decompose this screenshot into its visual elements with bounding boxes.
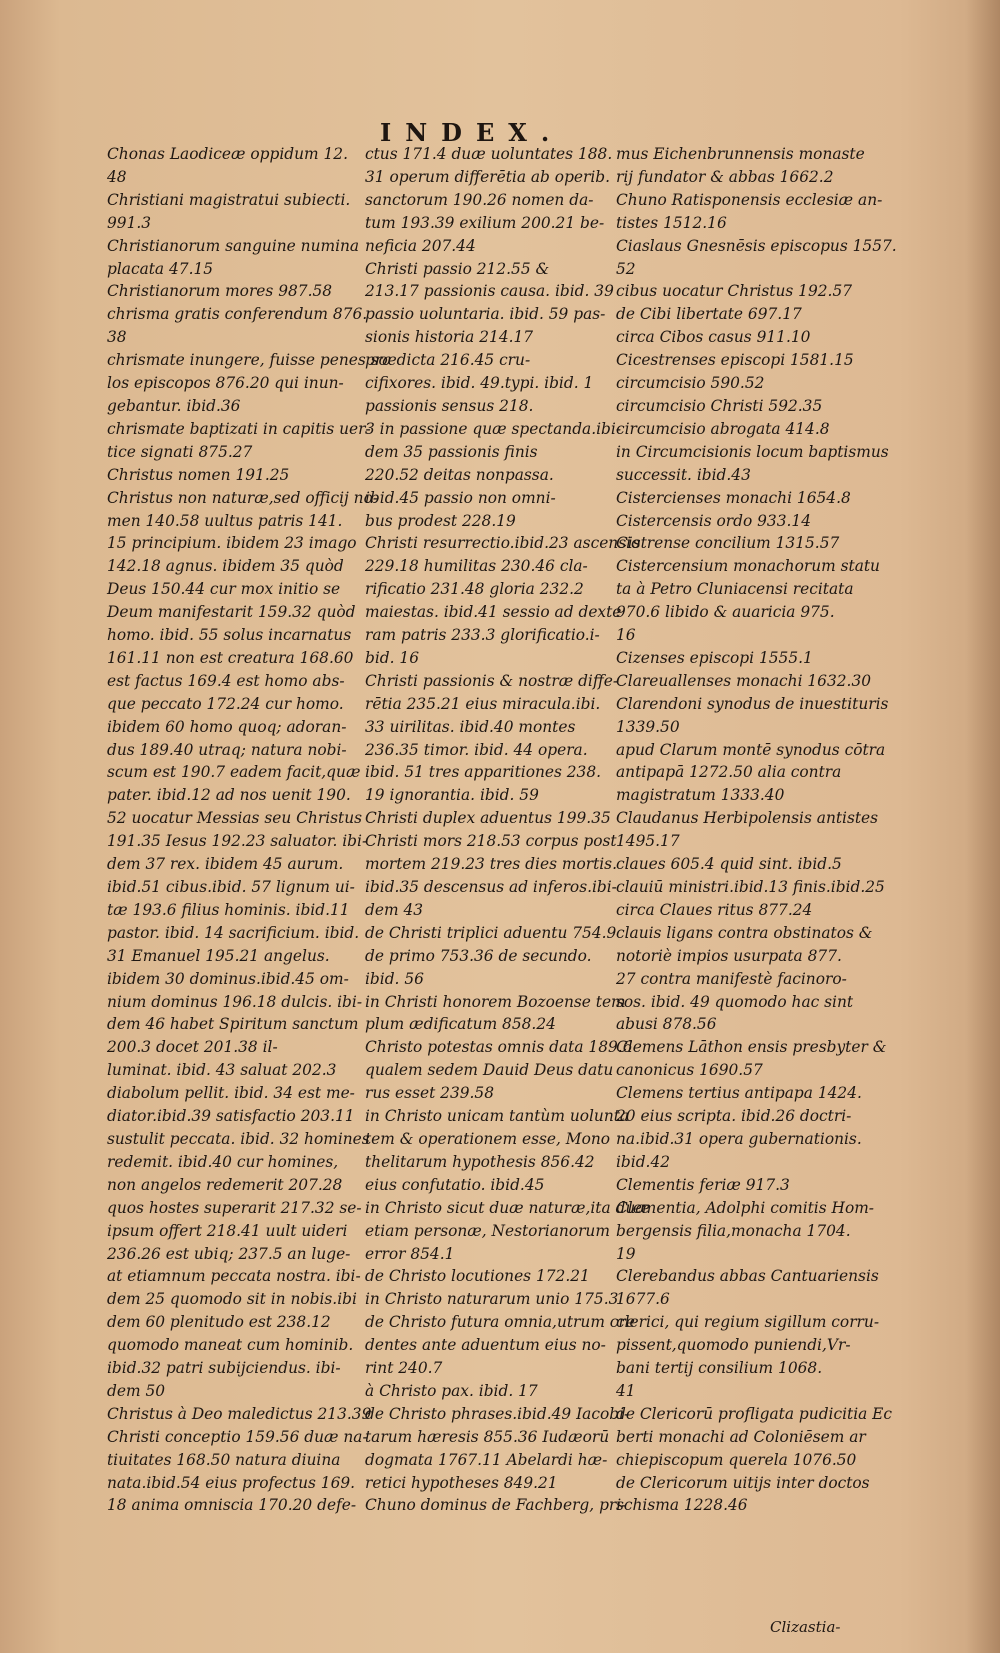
- index-entry-line: pissent,quomodo puniendi,Vr-: [616, 1336, 851, 1355]
- index-entry-line: rij fundator & abbas 1662.2: [616, 167, 834, 186]
- index-entry-line: bid. 16: [365, 648, 419, 667]
- index-entry-line: 991.3: [107, 213, 152, 232]
- index-entry-line: dem 43: [365, 900, 424, 919]
- index-entry-line: quomodo maneat cum hominib.: [107, 1336, 354, 1355]
- index-entry-line: etiam personæ, Nestorianorum: [365, 1221, 610, 1240]
- index-entry-line: dem 25 quomodo sit in nobis.ibi: [107, 1290, 357, 1309]
- index-entry-line: sustulit peccata. ibid. 32 homines: [107, 1129, 370, 1148]
- index-entry-line: 229.18 humilitas 230.46 cla-: [365, 557, 588, 576]
- index-entry-line: ibid.42: [616, 1152, 671, 1171]
- index-entry-line: tistes 1512.16: [616, 213, 727, 232]
- index-entry-line: apud Clarum montē synodus cōtra: [616, 740, 886, 759]
- index-entry-line: 18 anima omniscia 170.20 defe-: [107, 1496, 357, 1515]
- index-entry-line: cibus uocatur Christus 192.57: [616, 282, 853, 301]
- catchword: Clizastia-: [770, 1618, 841, 1636]
- index-entry-line: de primo 753.36 de secundo.: [365, 946, 592, 965]
- index-entry-line: de Christo phrases.ibid.49 Iacobi-: [365, 1404, 630, 1423]
- index-entry-line: dem 60 plenitudo est 238.12: [107, 1313, 331, 1332]
- index-entry-line: de Clericorū profligata pudicitia Ec: [616, 1404, 893, 1423]
- index-entry-line: clerici, qui regium sigillum corru-: [616, 1313, 880, 1332]
- index-entry-line: 27 contra manifestè facinoro-: [616, 969, 847, 988]
- index-entry-line: Christo potestas omnis data 189.6: [365, 1038, 633, 1057]
- index-entry-line: dem 46 habet Spiritum sanctum: [107, 1015, 359, 1034]
- index-entry-line: Clarendoni synodus de inuestituris: [616, 694, 889, 713]
- index-entry-line: tum 193.39 exilium 200.21 be-: [365, 213, 605, 232]
- index-entry-line: los episcopos 876.20 qui inun-: [107, 374, 344, 393]
- index-entry-line: ipsum offert 218.41 uult uideri: [107, 1221, 348, 1240]
- index-entry-line: 15 principium. ibidem 23 imago: [107, 534, 357, 553]
- index-entry-line: est factus 169.4 est homo abs-: [107, 671, 345, 690]
- index-entry-line: luminat. ibid. 43 saluat 202.3: [107, 1061, 337, 1080]
- index-entry-line: passio uoluntaria. ibid. 59 pas-: [365, 305, 606, 324]
- index-entry-line: redemit. ibid.40 cur homines,: [107, 1152, 339, 1171]
- index-entry-line: Christi mors 218.53 corpus post: [365, 832, 617, 851]
- index-entry-line: eius confutatio. ibid.45: [365, 1175, 545, 1194]
- index-entry-line: abusi 878.56: [616, 1015, 717, 1034]
- index-entry-line: de Christo locutiones 172.21: [365, 1267, 590, 1286]
- index-entry-line: 191.35 Iesus 192.23 saluator. ibi-: [107, 832, 368, 851]
- index-entry-line: chrismate baptizati in capitis uer-: [107, 419, 371, 438]
- index-entry-line: bergensis filia,monacha 1704.: [616, 1221, 851, 1240]
- index-entry-line: scum est 190.7 eadem facit,quæ: [107, 763, 361, 782]
- index-entry-line: 41: [616, 1381, 636, 1400]
- index-entry-line: 200.3 docet 201.38 il-: [107, 1038, 278, 1057]
- index-entry-line: chrisma gratis conferendum 876.: [107, 305, 368, 324]
- index-entry-line: non angelos redemerit 207.28: [107, 1175, 343, 1194]
- index-entry-line: 52: [616, 259, 636, 278]
- index-entry-line: Cicestrenses episcopi 1581.15: [616, 351, 854, 370]
- index-entry-line: diabolum pellit. ibid. 34 est me-: [107, 1084, 355, 1103]
- index-entry-line: schisma 1228.46: [616, 1496, 748, 1515]
- index-entry-line: de Cibi libertate 697.17: [616, 305, 802, 324]
- index-entry-line: Cistrense concilium 1315.57: [616, 534, 840, 553]
- index-entry-line: tiuitates 168.50 natura diuina: [107, 1450, 341, 1469]
- index-entry-line: clauiū ministri.ibid.13 finis.ibid.25: [616, 878, 885, 896]
- index-entry-line: 236.26 est ubiq; 237.5 an luge-: [107, 1244, 351, 1263]
- index-entry-line: sos. ibid. 49 quomodo hac sint: [616, 992, 854, 1011]
- index-entry-line: notoriè impios usurpata 877.: [616, 946, 842, 965]
- index-entry-line: Chuno Ratisponensis ecclesiæ an-: [616, 190, 883, 209]
- index-entry-line: Clerebandus abbas Cantuariensis: [616, 1267, 879, 1286]
- index-entry-line: rētia 235.21 eius miracula.ibi.: [365, 694, 601, 713]
- index-entry-line: ibidem 60 homo quoq; adoran-: [107, 717, 347, 736]
- index-entry-line: claues 605.4 quid sint. ibid.5: [616, 855, 842, 874]
- index-entry-line: rus esset 239.58: [365, 1084, 495, 1103]
- index-entry-line: ibid. 56: [365, 969, 424, 988]
- index-entry-line: tæ 193.6 filius hominis. ibid.11: [107, 900, 350, 919]
- index-entry-line: Christi passio 212.55 &: [365, 259, 550, 278]
- index-entry-line: Christus à Deo maledictus 213.39: [107, 1404, 372, 1423]
- index-entry-line: clauis ligans contra obstinatos &: [616, 923, 873, 942]
- index-entry-line: prædicta 216.45 cru-: [365, 351, 531, 370]
- index-entry-line: mus Eichenbrunnensis monaste: [616, 145, 865, 163]
- index-entry-line: rificatio 231.48 gloria 232.2: [365, 580, 584, 599]
- index-entry-line: chrismate inungere, fuisse penes so: [107, 351, 388, 370]
- index-entry-line: placata 47.15: [107, 259, 214, 278]
- index-entry-line: canonicus 1690.57: [616, 1061, 763, 1080]
- index-entry-line: 161.11 non est creatura 168.60: [107, 648, 354, 667]
- index-entry-line: in Circumcisionis locum baptismus: [616, 442, 889, 461]
- index-entry-line: 48: [107, 167, 127, 186]
- index-entry-line: Clareuallenses monachi 1632.30: [616, 671, 872, 690]
- index-entry-line: tarum hæresis 855.36 Iudæorū: [365, 1427, 610, 1446]
- index-entry-line: antipapā 1272.50 alia contra: [616, 763, 842, 782]
- index-entry-line: retici hypotheses 849.21: [365, 1473, 558, 1492]
- index-entry-line: Chuno dominus de Fachberg, pri-: [365, 1496, 627, 1515]
- index-entry-line: 33 uirilitas. ibid.40 montes: [365, 717, 576, 736]
- index-entry-line: qualem sedem Dauid Deus datu: [365, 1061, 614, 1080]
- index-entry-line: dus 189.40 utraq; natura nobi-: [107, 740, 347, 759]
- index-entry-line: de Christo futura omnia,utrum cre: [365, 1313, 635, 1332]
- index-entry-line: que peccato 172.24 cur homo.: [107, 694, 344, 713]
- index-entry-line: 52 uocatur Messias seu Christus: [107, 809, 363, 828]
- index-entry-line: Christi conceptio 159.56 duæ na-: [107, 1427, 368, 1446]
- index-column-right: [616, 143, 897, 1517]
- index-entry-line: 20 eius scripta. ibid.26 doctri-: [616, 1107, 852, 1126]
- index-entry-line: na.ibid.31 opera gubernationis.: [616, 1129, 862, 1148]
- index-entry-line: Chonas Laodiceæ oppidum 12.: [107, 145, 348, 163]
- index-entry-line: rint 240.7: [365, 1359, 443, 1378]
- index-entry-line: Cistercensis ordo 933.14: [616, 511, 811, 530]
- index-entry-line: Cistercensium monachorum statu: [616, 557, 880, 576]
- index-entry-line: Clemens Lāthon ensis presbyter &: [616, 1038, 887, 1057]
- index-entry-line: ibidem 30 dominus.ibid.45 om-: [107, 969, 349, 988]
- index-entry-line: error 854.1: [365, 1244, 455, 1263]
- index-entry-line: thelitarum hypothesis 856.42: [365, 1152, 595, 1171]
- index-entry-line: Christus nomen 191.25: [107, 465, 290, 484]
- index-entry-line: ta à Petro Cluniacensi recitata: [616, 580, 854, 599]
- index-entry-line: dem 50: [107, 1381, 166, 1400]
- index-entry-line: in Christo naturarum unio 175.3: [365, 1290, 619, 1309]
- index-entry-line: gebantur. ibid.36: [107, 396, 241, 415]
- index-entry-line: 220.52 deitas nonpassa.: [365, 465, 554, 484]
- index-entry-line: à Christo pax. ibid. 17: [365, 1381, 538, 1400]
- index-entry-line: circa Claues ritus 877.24: [616, 900, 813, 919]
- index-entry-line: Clemens tertius antipapa 1424.: [616, 1084, 862, 1103]
- index-entry-line: pater. ibid.12 ad nos uenit 190.: [107, 786, 351, 805]
- index-entry-line: Christianorum mores 987.58: [107, 282, 333, 301]
- index-entry-line: de Christi triplici aduentu 754.9: [365, 923, 617, 942]
- index-entry-line: men 140.58 uultus patris 141.: [107, 511, 343, 530]
- running-title: INDEX.: [380, 118, 564, 147]
- index-entry-line: circumcisio Christi 592.35: [616, 396, 823, 415]
- index-entry-line: dentes ante aduentum eius no-: [365, 1336, 606, 1355]
- index-entry-line: quos hostes superarit 217.32 se-: [107, 1198, 362, 1217]
- index-entry-line: Cistercienses monachi 1654.8: [616, 488, 851, 507]
- index-entry-line: successit. ibid.43: [616, 465, 751, 484]
- index-entry-line: tice signati 875.27: [107, 442, 253, 461]
- index-entry-line: Ciaslaus Gnesnēsis episcopus 1557.: [616, 236, 897, 255]
- index-entry-line: neficia 207.44: [365, 236, 476, 255]
- index-entry-line: 142.18 agnus. ibidem 35 quòd: [107, 557, 344, 576]
- index-entry-line: ibid. 51 tres apparitiones 238.: [365, 763, 602, 782]
- index-entry-line: 31 operum differētia ab operib.: [365, 167, 611, 186]
- index-entry-line: Christi passionis & nostræ diffe-: [365, 671, 619, 690]
- index-entry-line: maiestas. ibid.41 sessio ad dexte: [365, 603, 622, 622]
- index-entry-line: Claudanus Herbipolensis antistes: [616, 809, 879, 828]
- index-entry-line: mortem 219.23 tres dies mortis.: [365, 855, 617, 874]
- index-entry-line: 1495.17: [616, 832, 680, 851]
- index-entry-line: 970.6 libido & auaricia 975.: [616, 603, 835, 622]
- index-entry-line: berti monachi ad Coloniēsem ar: [616, 1427, 866, 1446]
- index-entry-line: Deum manifestarit 159.32 quòd: [107, 603, 356, 622]
- index-entry-line: 236.35 timor. ibid. 44 opera.: [365, 740, 588, 759]
- index-entry-line: sionis historia 214.17: [365, 328, 534, 347]
- index-entry-line: sanctorum 190.26 nomen da-: [365, 190, 594, 209]
- index-entry-line: dem 35 passionis finis: [365, 442, 538, 461]
- index-entry-line: pastor. ibid. 14 sacrificium. ibid.: [107, 923, 360, 942]
- index-entry-line: tem & operationem esse, Mono: [365, 1129, 611, 1148]
- index-entry-line: diator.ibid.39 satisfactio 203.11: [107, 1107, 355, 1126]
- index-entry-line: de Clericorum uitijs inter doctos: [616, 1473, 870, 1492]
- index-entry-line: circa Cibos casus 911.10: [616, 328, 811, 347]
- index-entry-line: Christiani magistratui subiecti.: [107, 190, 351, 209]
- index-entry-line: dogmata 1767.11 Abelardi hæ-: [365, 1450, 608, 1469]
- index-entry-line: in Christi honorem Bozoense tem: [365, 992, 626, 1011]
- index-entry-line: ibid.45 passio non omni-: [365, 488, 556, 507]
- index-entry-line: Deus 150.44 cur mox initio se: [107, 580, 341, 599]
- index-entry-line: Christianorum sanguine numina: [107, 236, 360, 255]
- index-entry-line: ibid.35 descensus ad inferos.ibi-: [365, 878, 617, 896]
- index-entry-line: circumcisio abrogata 414.8: [616, 419, 830, 438]
- index-entry-line: in Christo unicam tantùm uolunta: [365, 1107, 630, 1126]
- index-entry-line: dem 37 rex. ibidem 45 aurum.: [107, 855, 344, 874]
- index-entry-line: Christi duplex aduentus 199.35: [365, 809, 611, 828]
- index-entry-line: homo. ibid. 55 solus incarnatus: [107, 626, 352, 645]
- index-entry-line: ram patris 233.3 glorificatio.i-: [365, 626, 600, 645]
- index-entry-line: 19 ignorantia. ibid. 59: [365, 786, 539, 805]
- index-entry-line: Cizenses episcopi 1555.1: [616, 648, 813, 667]
- index-entry-line: plum ædificatum 858.24: [365, 1015, 556, 1034]
- index-entry-line: passionis sensus 218.: [365, 396, 534, 415]
- index-entry-line: 19: [616, 1244, 636, 1263]
- index-entry-line: 213.17 passionis causa. ibid. 39: [365, 282, 614, 301]
- index-entry-line: 1339.50: [616, 717, 680, 736]
- index-entry-line: nata.ibid.54 eius profectus 169.: [107, 1473, 356, 1492]
- page-edge-shadow: [966, 0, 1000, 1653]
- index-entry-line: 31 Emanuel 195.21 angelus.: [107, 946, 330, 965]
- index-entry-line: Christus non naturæ,sed officij no-: [107, 488, 379, 507]
- index-entry-line: in Christo sicut duæ naturæ,ita duæ: [365, 1198, 650, 1217]
- index-entry-line: chiepiscopum querela 1076.50: [616, 1450, 857, 1469]
- index-entry-line: 3 in passione quæ spectanda.ibi-: [365, 419, 622, 438]
- index-entry-line: 16: [616, 626, 636, 645]
- index-column-left: [107, 143, 388, 1517]
- index-entry-line: ibid.32 patri subijciendus. ibi-: [107, 1359, 341, 1378]
- index-entry-line: at etiamnum peccata nostra. ibi-: [107, 1267, 361, 1286]
- index-entry-line: nium dominus 196.18 dulcis. ibi-: [107, 992, 363, 1011]
- index-entry-line: 38: [107, 328, 127, 347]
- index-entry-line: circumcisio 590.52: [616, 374, 765, 393]
- index-entry-line: Clementia, Adolphi comitis Hom-: [616, 1198, 875, 1217]
- index-entry-line: ctus 171.4 duæ uoluntates 188.: [365, 145, 613, 163]
- index-entry-line: Christi resurrectio.ibid.23 ascensio: [365, 534, 641, 553]
- index-entry-line: bani tertij consilium 1068.: [616, 1359, 823, 1378]
- index-entry-line: bus prodest 228.19: [365, 511, 516, 530]
- index-entry-line: magistratum 1333.40: [616, 786, 785, 805]
- index-entry-line: 1677.6: [616, 1290, 670, 1309]
- index-entry-line: cifixores. ibid. 49.typi. ibid. 1: [365, 374, 594, 393]
- index-entry-line: Clementis feriæ 917.3: [616, 1175, 790, 1194]
- index-entry-line: ibid.51 cibus.ibid. 57 lignum ui-: [107, 878, 355, 896]
